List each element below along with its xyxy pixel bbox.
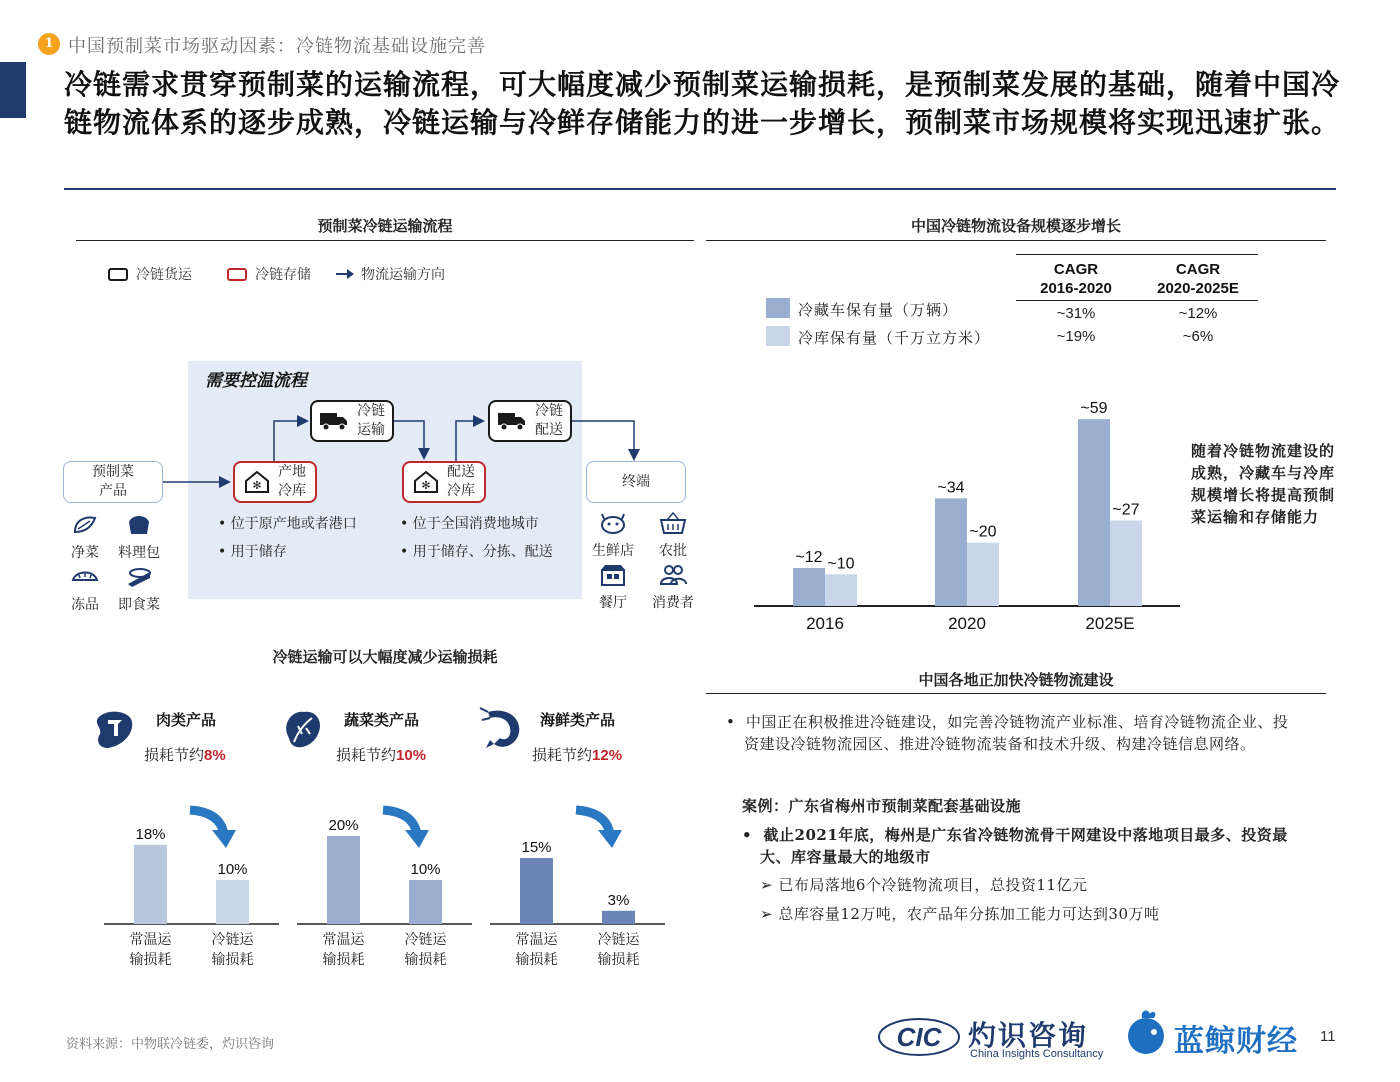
truck-icon (319, 410, 349, 432)
terminal-type-label: 农批 (659, 543, 687, 559)
case-sub-bullet: ➢ 已布局落地6个冷链物流项目，总投资11亿元 (760, 876, 1088, 894)
mini-bar-label: 20% (328, 817, 359, 834)
truck-icon (497, 410, 527, 432)
shrimp-icon (478, 704, 528, 752)
lettuce-icon (280, 706, 326, 752)
construction-panel-title: 中国各地正加快冷链物流建设 (918, 671, 1114, 689)
page-number: 11 (1320, 1028, 1336, 1045)
mini-category-label: 常温运 (322, 931, 365, 947)
series-2-name: 冷库保有量（千万立方米） (798, 329, 991, 347)
mini-bar (134, 845, 167, 924)
cagr-table-header-rule (1016, 300, 1258, 301)
vegetable-icon (70, 512, 100, 538)
bar-data-label: ~10 (827, 555, 855, 573)
terminal-type-label: 生鲜店 (592, 543, 634, 559)
can-icon (124, 564, 154, 590)
terminal-restaurant (588, 562, 638, 612)
origin-storage-node (233, 461, 317, 503)
mini-category-label: 冷链运 (404, 931, 447, 947)
series-1-name: 冷藏车保有量（万辆） (798, 301, 959, 319)
bullet-item: • 用于储存 (218, 544, 287, 560)
distribution-storage-label: 配送 冷库 (447, 464, 475, 499)
basket-icon (658, 510, 688, 536)
bullet-item: • 用于储存、分拣、配送 (400, 544, 553, 560)
seafood-saving: 损耗节约12% (532, 746, 623, 764)
product-type-jishicai (114, 564, 164, 614)
restaurant-icon (598, 562, 628, 588)
section-number-badge: 1 (38, 33, 60, 55)
cagr-header-2: CAGR 2020-2025E (1157, 261, 1239, 297)
mini-category-label: 输损耗 (404, 951, 447, 967)
mini-bar (602, 911, 635, 924)
terminal-wholesale (648, 510, 698, 560)
mini-category-label: 输损耗 (597, 951, 640, 967)
meat-saving: 损耗节约8% (144, 746, 226, 764)
mini-category-label: 输损耗 (211, 951, 254, 967)
cagr-header-1: CAGR 2016-2020 (1040, 261, 1112, 297)
mini-bar-label: 15% (521, 839, 552, 856)
cold-delivery-node (488, 400, 572, 442)
vegetable-saving-value: 10% (396, 747, 427, 764)
bar-series-1-2025E (1078, 419, 1110, 606)
cold-transport-label: 冷链 运输 (357, 403, 385, 438)
cic-english-name: China Insights Consultancy (970, 1048, 1104, 1060)
product-type-label: 即食菜 (118, 597, 160, 613)
equipment-growth-chart (740, 380, 1190, 640)
headline: 冷链需求贯穿预制菜的运输流程，可大幅度减少预制菜运输损耗，是预制菜发展的基础，随着中国冷链物流体系的逐步成熟，冷链运输与冷鲜存储能力的进一步增长，预制菜市场规模将实现迅速扩张。 (64, 68, 1341, 139)
fresh-store-icon (598, 510, 628, 536)
decrease-arrow-head (212, 830, 236, 848)
mini-category-label: 冷链运 (211, 931, 254, 947)
legend-label: 冷链存储 (255, 267, 311, 283)
case-sub-bullet: ➢ 总库容量12万吨，农产品年分拣加工能力可达到30万吨 (760, 905, 1160, 923)
cic-logo-text: CIC (896, 1022, 942, 1052)
mini-category-label: 输损耗 (129, 951, 172, 967)
product-type-label: 冻品 (71, 597, 99, 613)
bar-series-2-2025E (1110, 521, 1142, 607)
decrease-arrow-head (405, 830, 429, 848)
product-type-label: 净菜 (71, 545, 99, 561)
terminal-label: 终端 (622, 473, 650, 490)
mini-bar (327, 836, 360, 924)
seafood-product-name: 海鲜类产品 (540, 711, 616, 729)
section-title: 中国预制菜市场驱动因素：冷链物流基础设施完善 (68, 36, 486, 57)
bar-data-label: ~59 (1080, 400, 1108, 418)
construction-panel-rule (706, 693, 1326, 694)
decrease-arrow-head (598, 830, 622, 848)
loss-mini-charts (0, 790, 700, 980)
series-2-swatch (766, 326, 790, 346)
mini-bar-label: 18% (135, 825, 166, 843)
flow-panel-title: 预制菜冷链运输流程 (317, 217, 453, 235)
mini-category-label: 输损耗 (322, 951, 365, 967)
vegetable-product-name: 蔬菜类产品 (344, 711, 420, 729)
product-type-liaolibao (114, 512, 164, 562)
x-tick-label: 2016 (806, 614, 844, 633)
vegetable-saving: 损耗节约10% (336, 746, 427, 764)
loss-panel-title: 冷链运输可以大幅度减少运输损耗 (272, 648, 498, 666)
dumpling-icon (70, 564, 100, 590)
chart-note: 随着冷链物流建设的成熟，冷藏车与冷库规模增长将提高预制菜运输和存储能力 (1191, 442, 1336, 526)
terminal-node (586, 461, 686, 503)
case-title: 案例：广东省梅州市预制菜配套基础设施 (742, 797, 1022, 815)
legend-label: 冷链货运 (136, 267, 192, 283)
svg-text:✻: ✻ (421, 480, 431, 492)
mini-category-label: 冷链运 (597, 931, 640, 947)
bar-data-label: ~34 (937, 479, 965, 497)
terminal-type-label: 消费者 (652, 595, 694, 611)
product-type-label: 料理包 (118, 545, 160, 561)
bar-series-2-2016 (825, 574, 857, 606)
mini-category-label: 常温运 (129, 931, 172, 947)
bar-series-2-2020 (967, 543, 999, 606)
meat-product-card (92, 706, 138, 756)
bar-series-1-2016 (793, 568, 825, 606)
product-type-jingcai (60, 512, 110, 562)
mini-category-label: 输损耗 (515, 951, 558, 967)
cic-logo (876, 1014, 962, 1060)
construction-paragraph: • 中国正在积极推进冷链建设，如完善冷链物流产业标准、培育冷链物流企业、投资建设冷链物流园区、推进冷链物流装备和技术升级、构建冷链信息网络。 (726, 713, 1289, 753)
consumers-icon (658, 562, 688, 588)
distribution-storage-node (402, 461, 486, 503)
series-1-cagr-2016-2020: ~31% (1056, 305, 1096, 322)
series-1-swatch (766, 298, 790, 318)
case-bullet: • 截止2021年底，梅州是广东省冷链物流骨干网建设中落地项目最多、投资最大、库容量最大的地级市 (742, 826, 1288, 866)
mini-bar (409, 880, 442, 924)
warehouse-snowflake-icon (413, 470, 439, 494)
source-product-label: 预制菜 产品 (92, 464, 134, 499)
source-note: 资料来源：中物联冷链委，灼识咨询 (66, 1037, 275, 1052)
legend-label: 物流运输方向 (361, 267, 445, 283)
steak-icon (92, 706, 138, 752)
meat-saving-value: 8% (204, 747, 226, 764)
source-product-node (63, 461, 163, 503)
cagr-table-top-rule (1016, 254, 1258, 255)
cold-delivery-label: 冷链 配送 (535, 403, 563, 438)
bar-data-label: ~20 (969, 523, 997, 541)
cic-brand-name: 灼识咨询 (968, 1019, 1089, 1052)
svg-text:✻: ✻ (252, 480, 262, 492)
terminal-type-label: 餐厅 (599, 595, 627, 611)
lanjing-brand-name: 蓝鲸财经 (1174, 1024, 1298, 1059)
product-type-dongpin (60, 564, 110, 614)
warehouse-snowflake-icon (244, 470, 270, 494)
series-1-cagr-2020-2025: ~12% (1178, 305, 1218, 322)
bullet-item: • 位于全国消费地城市 (400, 516, 539, 532)
mini-bar-label: 3% (607, 891, 630, 909)
bar-data-label: ~27 (1112, 501, 1140, 519)
bar-series-1-2020 (935, 498, 967, 606)
origin-storage-bullets (218, 514, 390, 562)
distribution-storage-bullets (400, 514, 570, 562)
seafood-saving-value: 12% (592, 747, 623, 764)
mini-bar (216, 880, 249, 924)
vegetable-product-card (280, 706, 326, 756)
series-2-cagr-2020-2025: ~6% (1182, 328, 1214, 345)
chart-panel-rule (706, 240, 1326, 241)
mini-bar-label: 10% (410, 861, 441, 878)
terminal-consumers (648, 562, 698, 612)
temperature-zone-label: 需要控温流程 (205, 371, 307, 391)
cold-transport-node (310, 400, 394, 442)
x-tick-label: 2025E (1085, 614, 1135, 633)
seafood-product-card (478, 704, 528, 756)
bar-data-label: ~12 (795, 549, 823, 566)
pouch-icon (124, 512, 154, 538)
x-tick-label: 2020 (948, 614, 986, 633)
bullet-item: • 位于原产地或者港口 (218, 516, 357, 532)
meat-product-name: 肉类产品 (156, 711, 217, 729)
series-2-cagr-2016-2020: ~19% (1056, 328, 1096, 345)
mini-category-label: 常温运 (515, 931, 558, 947)
mini-bar-label: 10% (217, 861, 248, 878)
origin-storage-label: 产地 冷库 (278, 464, 306, 499)
mini-bar (520, 858, 553, 924)
terminal-fresh-store (588, 510, 638, 560)
chart-panel-title: 中国冷链物流设备规模逐步增长 (910, 217, 1121, 235)
whale-logo-icon (1124, 1006, 1170, 1056)
